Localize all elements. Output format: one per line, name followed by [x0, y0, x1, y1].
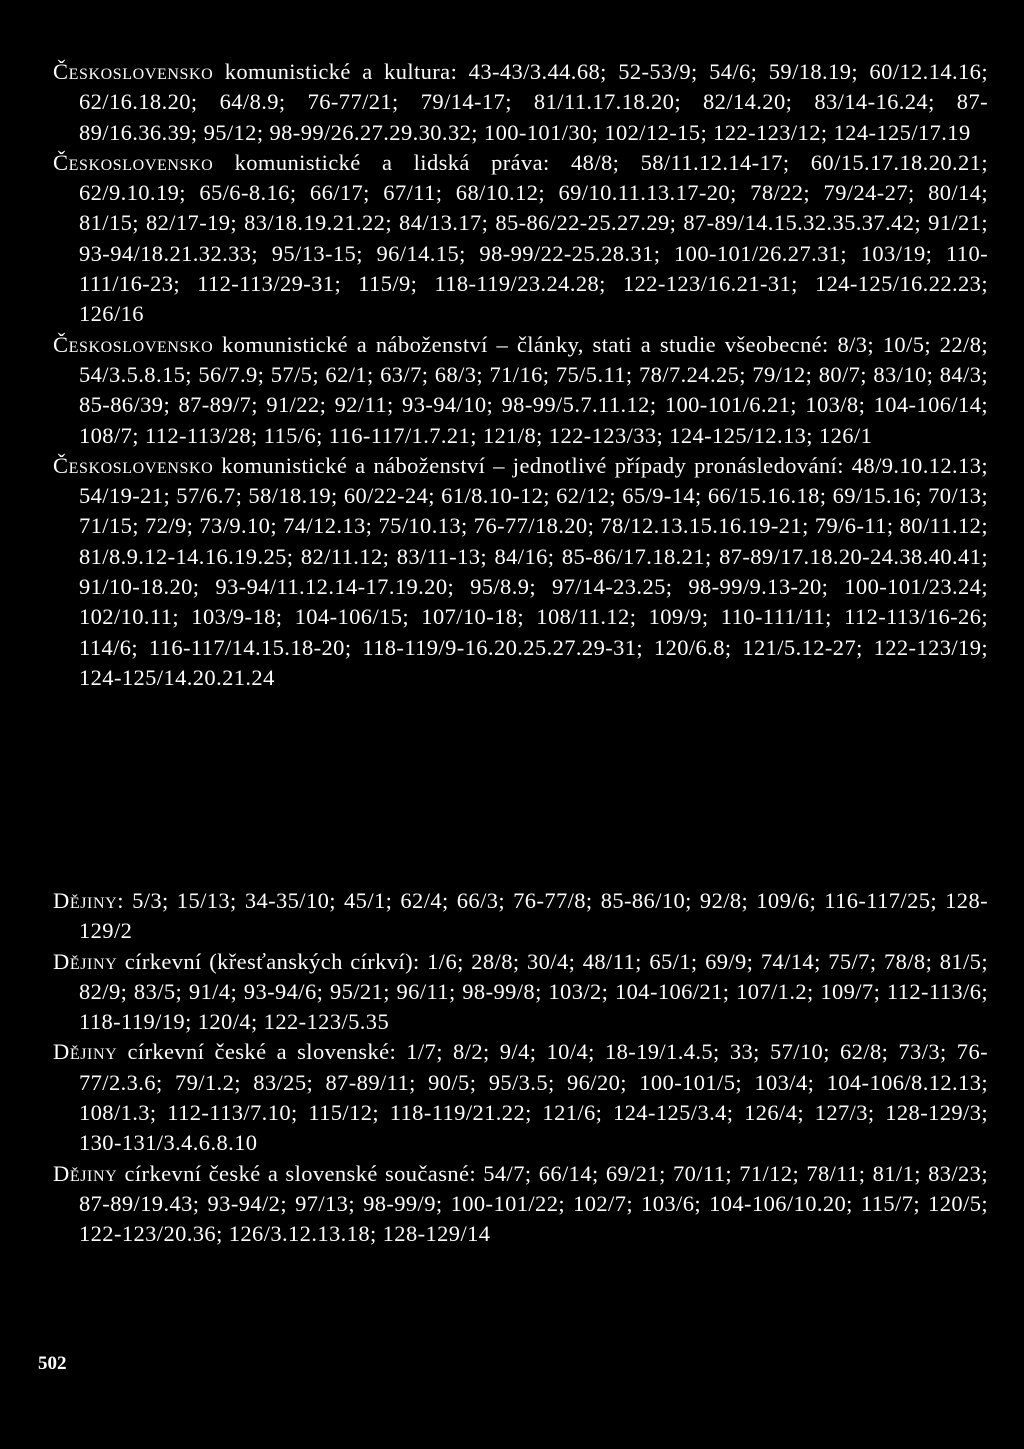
index-term: Československo — [53, 331, 214, 357]
index-entry — [53, 57, 988, 148]
index-block-dejiny — [53, 886, 988, 1250]
index-references: 8/3; 10/5; 22/8; 54/3.5.8.15; 56/7.9; 57/5; 62/1; 63/7; 68/3; 71/16; 75/5.11; 78/7.24.25; 79/12; 80/7; 83/10; 84/3; 85-86/39; 87-89/7; 91/22; 92/11; 93-94/10; 98-99/5.7.11.12; 100-101/6.21; 103/8; 104-106/14; 108/7; 112-113/28; 115/6; 116-117/1.7.21; 121/8; 122-123/33; 124-125/12.13; 126/1 — [79, 331, 988, 448]
index-subterm: : — [117, 888, 133, 913]
index-subterm: komunistické a lidská práva: — [213, 149, 572, 175]
index-subterm: církevní české a slovenské současné: — [117, 1160, 484, 1186]
index-block-ceskoslovensko — [53, 57, 988, 693]
page-number: 502 — [38, 1353, 67, 1374]
index-entry — [53, 148, 988, 330]
index-term: Československo — [53, 452, 214, 478]
index-subterm: církevní (křesťanských církví): — [117, 948, 428, 974]
index-references: 48/9.10.12.13; 54/19-21; 57/6.7; 58/18.19; 60/22-24; 61/8.10-12; 62/12; 65/9-14; 66/15.16.18; 69/15.16; 70/13; 71/15; 72/9; 73/9.10; 74/12.13; 75/10.13; 76-77/18.20; 78/12.13.15.16.19-21; 79/6-11; 80/11.12; 81/8.9.12-14.16.19.25; 82/11.12; 83/11-13; 84/16; 85-86/17.18.21; 87-89/17.18.20-24.38.40.41; 91/10-18.20; 93-94/11.12.14-17.19.20; 95/8.9; 97/14-23.25; 98-99/9.13-20; 100-101/23.24; 102/10.11; 103/9-18; 104-106/15; 107/10-18; 108/11.12; 109/9; 110-111/11; 112-113/16-26; 114/6; 116-117/14.15.18-20; 118-119/9-16.20.25.27.29-31; 120/6.8; 121/5.12-27; 122-123/19; 124-125/14.20.21.24 — [79, 452, 988, 690]
index-term: Dějiny — [53, 1039, 118, 1065]
index-references: 54/7; 66/14; 69/21; 70/11; 71/12; 78/11; 81/1; 83/23; 87-89/19.43; 93-94/2; 97/13; 98-99/9; 100-101/22; 102/7; 103/6; 104-106/10.20; 115/7; 120/5; 122-123/20.36; 126/3.12.13.18; 128-129/14 — [79, 1160, 988, 1247]
index-term: Československo — [53, 59, 214, 84]
index-entry — [53, 1037, 988, 1158]
index-references: 43-43/3.44.68; 52-53/9; 54/6; 59/18.19; 60/12.14.16; 62/16.18.20; 64/8.9; 76-77/21; 79/14-17; 81/11.17.18.20; 82/14.20; 83/14-16.24; 87-89/16.36.39; 95/12; 98-99/26.27.29.30.32; 100-101/30; 102/12-15; 122-123/12; 124-125/17.19 — [79, 59, 988, 145]
index-term: Dějiny — [53, 1160, 118, 1186]
index-entry — [53, 330, 988, 451]
index-subterm: komunistické a náboženství – jednotlivé případy pronásledování: — [213, 452, 852, 478]
index-subterm: komunistické a náboženství – články, stati a studie všeobecné: — [213, 331, 838, 357]
index-term: Dějiny — [53, 888, 118, 913]
index-entry — [53, 451, 988, 693]
index-term: Dějiny — [53, 948, 118, 974]
index-references: 1/6; 28/8; 30/4; 48/11; 65/1; 69/9; 74/14; 75/7; 78/8; 81/5; 82/9; 83/5; 91/4; 93-94/6; 95/21; 96/11; 98-99/8; 103/2; 104-106/21; 107/1.2; 109/7; 112-113/6; 118-119/19; 120/4; 122-123/5.35 — [79, 948, 988, 1035]
index-references: 1/7; 8/2; 9/4; 10/4; 18-19/1.4.5; 33; 57/10; 62/8; 73/3; 76-77/2.3.6; 79/1.2; 83/25; 87-89/11; 90/5; 95/3.5; 96/20; 100-101/5; 103/4; 104-106/8.12.13; 108/1.3; 112-113/7.10; 115/12; 118-119/21.22; 121/6; 124-125/3.4; 126/4; 127/3; 128-129/3; 130-131/3.4.6.8.10 — [79, 1039, 988, 1156]
index-references: 5/3; 15/13; 34-35/10; 45/1; 62/4; 66/3; 76-77/8; 85-86/10; 92/8; 109/6; 116-117/25; 128-129/2 — [79, 888, 988, 944]
index-entry — [53, 947, 988, 1038]
index-term: Československo — [53, 149, 214, 175]
index-references: 48/8; 58/11.12.14-17; 60/15.17.18.20.21; 62/9.10.19; 65/6-8.16; 66/17; 67/11; 68/10.12; 69/10.11.13.17-20; 78/22; 79/24-27; 80/14; 81/15; 82/17-19; 83/18.19.21.22; 84/13.17; 85-86/22-25.27.29; 87-89/14.15.32.35.37.42; 91/21; 93-94/18.21.32.33; 95/13-15; 96/14.15; 98-99/22-25.28.31; 100-101/26.27.31; 103/19; 110-111/16-23; 112-113/29-31; 115/9; 118-119/23.24.28; 122-123/16.21-31; 124-125/16.22.23; 126/16 — [79, 149, 988, 327]
index-subterm: církevní české a slovenské: — [117, 1039, 407, 1065]
index-entry — [53, 1159, 988, 1250]
index-entry — [53, 886, 988, 947]
index-subterm: komunistické a kultura: — [213, 59, 469, 84]
